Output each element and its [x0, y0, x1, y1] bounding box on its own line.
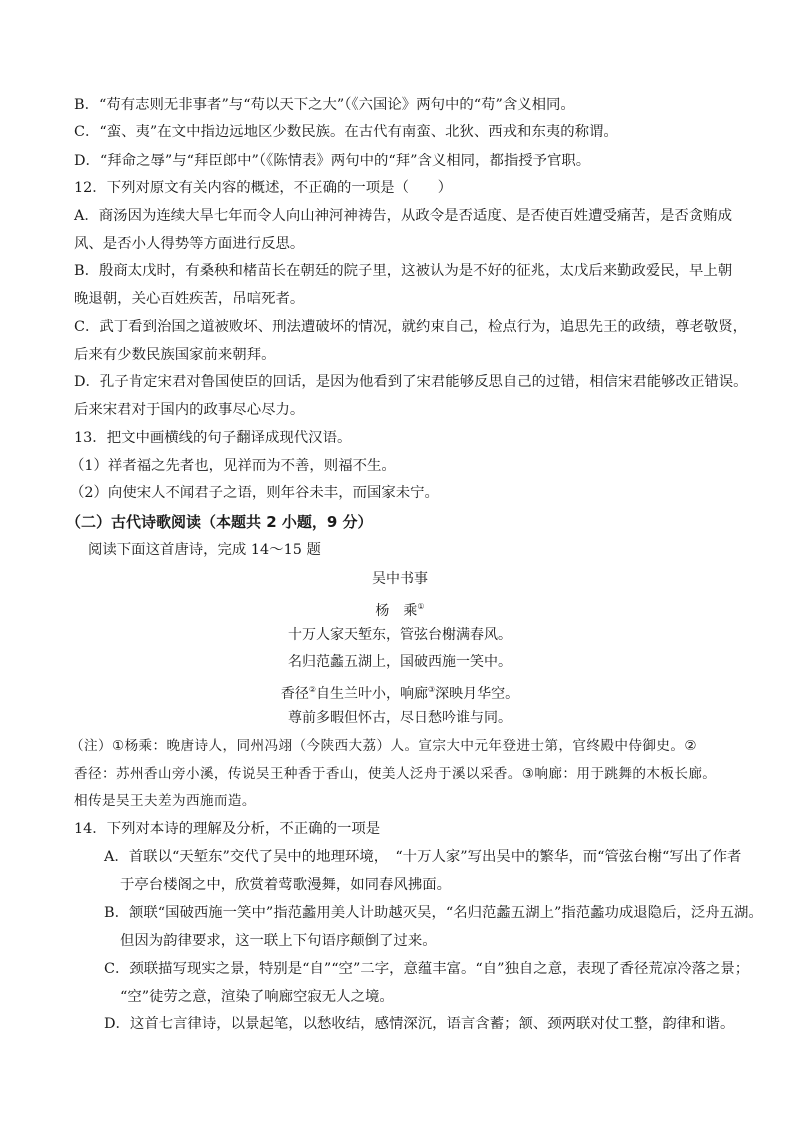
option-c: C．武丁看到治国之道被败坏、刑法遭破坏的情况，就约束自己，检点行为，追思先王的政绩，尊老敬贤， — [74, 319, 747, 335]
poem-text: 深映月华空。 — [435, 686, 520, 702]
poem-line-3 — [0, 681, 800, 702]
footnote-mark: ③ — [428, 685, 436, 694]
option-b: B．“苟有志则无非事者”与“苟以天下之大”（《六国论》两句中的“苟”含义相同。 — [74, 97, 575, 113]
option-c: C．“蛮、夷”在文中指边远地区少数民族。在古代有南蛮、北狄、西戎和东夷的称谓。 — [74, 124, 618, 140]
question-stem: 14．下列对本诗的理解及分析，不正确的一项是 — [74, 821, 381, 837]
note-line: 香径：苏州香山旁小溪，传说吴王种香于香山，使美人泛舟于溪以采香。③响廊：用于跳舞的木板长廊。 — [74, 766, 717, 782]
sentence-2: （2）向使宋人不闻君子之语，则年谷未丰，而国家未宁。 — [70, 485, 439, 501]
footnote-mark: ② — [308, 685, 316, 694]
option-a-cont: 风、是否小人得势等方面进行反思。 — [74, 236, 305, 252]
note-line: 相传是吴王夫差为西施而造。 — [74, 793, 256, 809]
poem-text: 香径 — [280, 686, 309, 702]
poem-line-4: 尊前多暇但怀古，尽日愁吟谁与同。 — [288, 710, 512, 726]
poem-line-1: 十万人家天堑东，管弦台榭满春风。 — [288, 627, 512, 643]
poem-line-2: 名归范蠡五湖上，国破西施一笑中。 — [288, 654, 512, 670]
option-a: A．首联以“天堑东”交代了吴中的地理环境， “十万人家”写出吴中的繁华，而“管弦台榭“写出了作者 — [104, 849, 742, 865]
option-d: D．“拜命之辱”与“拜臣郎中”（《陈情表》两句中的“拜”含义相同，都指授予官职。 — [74, 153, 591, 169]
option-a: A．商汤因为连续大旱七年而令人向山神河神祷告，从政令是否适度、是否使百姓遭受痛苦，是否贪贿成 — [74, 208, 732, 224]
option-b: B．殷商太戊时，有桑秧和楮苗长在朝廷的院子里，这被认为是不好的征兆，太戊后来勤政爱民，早上朝 — [74, 263, 733, 279]
footnote-mark: ① — [417, 602, 425, 611]
option-b-cont: 晚退朝，关心百姓疾苦，吊唁死者。 — [74, 291, 305, 307]
note-line: （注）①杨乘：晚唐诗人，同州冯翊（今陕西大荔）人。宣宗大中元年登进士第，官终殿中侍御史。② — [70, 738, 697, 754]
sentence-1: （1）祥者福之先者也，见祥而为不善，则福不生。 — [70, 458, 396, 474]
option-c-cont: “空”徒劳之意，渲染了响廊空寂无人之境。 — [120, 989, 394, 1005]
question-stem: 12．下列对原文有关内容的概述，不正确的一项是（ ） — [74, 180, 453, 196]
option-b: B．颔联“国破西施一笑中”指范蠡用美人计助越灭吴，“名归范蠡五湖上”指范蠡功成退隐后，泛舟五湖。 — [104, 905, 763, 921]
option-d: D．这首七言律诗，以景起笔，以愁收结，感情深沉，语言含蓄；颔、颈两联对仗工整，韵律和谐。 — [104, 1016, 735, 1032]
option-a-cont: 于亭台楼阁之中，欣赏着莺歌漫舞，如同春风拂面。 — [120, 877, 451, 893]
poem-title: 吴中书事 — [372, 571, 428, 587]
option-d: D．孔子肯定宋君对鲁国使臣的回话，是因为他看到了宋君能够反思自己的过错，相信宋君能够改正错误。 — [74, 374, 748, 390]
author-name: 杨 乘 — [375, 603, 418, 619]
question-stem: 13．把文中画横线的句子翻译成现代汉语。 — [74, 430, 352, 446]
section-heading: （二）古代诗歌阅读（本题共 2 小题，9 分） — [66, 513, 373, 531]
option-d-cont: 后来宋君对于国内的政事尽心尽力。 — [74, 402, 305, 418]
section-intro: 阅读下面这首唐诗，完成 14～15 题 — [88, 542, 321, 558]
poem-author — [0, 598, 800, 619]
option-b-cont: 但因为韵律要求，这一联上下句语序颠倒了过来。 — [120, 933, 437, 949]
option-c-cont: 后来有少数民族国家前来朝拜。 — [74, 347, 276, 363]
poem-text: 自生兰叶小，响廊 — [316, 686, 428, 702]
option-c: C．颈联描写现实之景，特别是“自”“空”二字，意蕴丰富。“自”独自之意，表现了香径荒凉冷落之景； — [104, 961, 750, 977]
